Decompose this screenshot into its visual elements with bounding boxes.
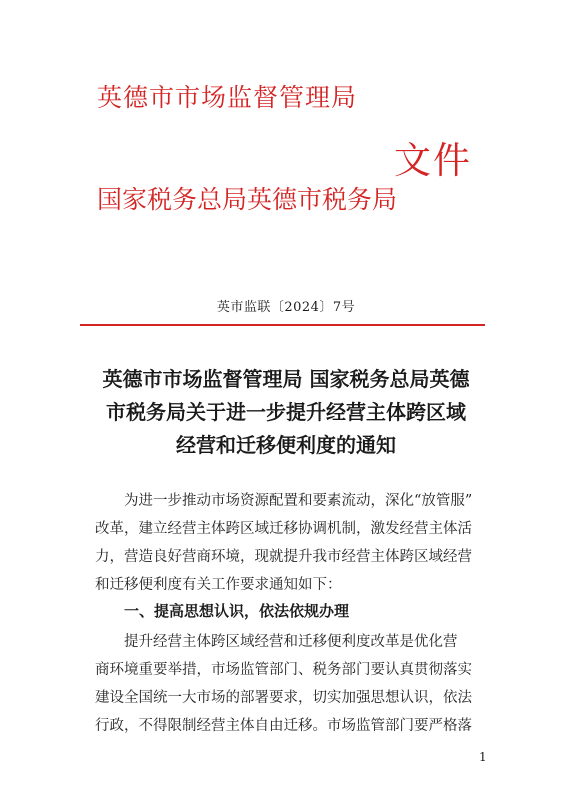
- intro-line: 为进一步推动市场资源配置和要素流动，深化“放管服”: [124, 493, 473, 509]
- intro-line: 和迁移便利度有关工作要求通知如下：: [95, 577, 342, 593]
- title-line-3: 经营和迁移便利度的通知: [176, 433, 396, 457]
- section-line: 建设全国统一大市场的部署要求，切实加强思想认识，依法: [95, 690, 472, 706]
- intro-line: 改革，建立经营主体跨区域迁移协调机制，激发经营主体活: [95, 521, 472, 537]
- intro-line: 力，营造良好营商环境，现就提升我市经营主体跨区域经营: [95, 549, 472, 565]
- section-heading: 一、提高思想认识，依法依规办理: [124, 602, 350, 620]
- title-line-1: 英德市市场监督管理局 国家税务总局英德: [102, 367, 470, 391]
- document-number: 英市监联〔2024〕7号: [216, 300, 356, 315]
- doc-type-label: 文件: [394, 139, 472, 182]
- section-line: 行政，不得限制经营主体自由迁移。市场监管部门要严格落: [95, 718, 472, 734]
- section-line: 商环境重要举措，市场监管部门、税务部门要认真贯彻落实: [95, 662, 472, 678]
- issuing-org-2: 国家税务总局英德市税务局: [97, 185, 398, 214]
- section-line: 提升经营主体跨区域经营和迁移便利度改革是优化营: [124, 634, 458, 650]
- title-line-2: 市税务局关于进一步提升经营主体跨区域: [106, 400, 466, 424]
- issuing-org-1: 英德市市场监督管理局: [97, 83, 358, 112]
- red-divider: [80, 324, 485, 326]
- page-number: 1: [479, 750, 487, 764]
